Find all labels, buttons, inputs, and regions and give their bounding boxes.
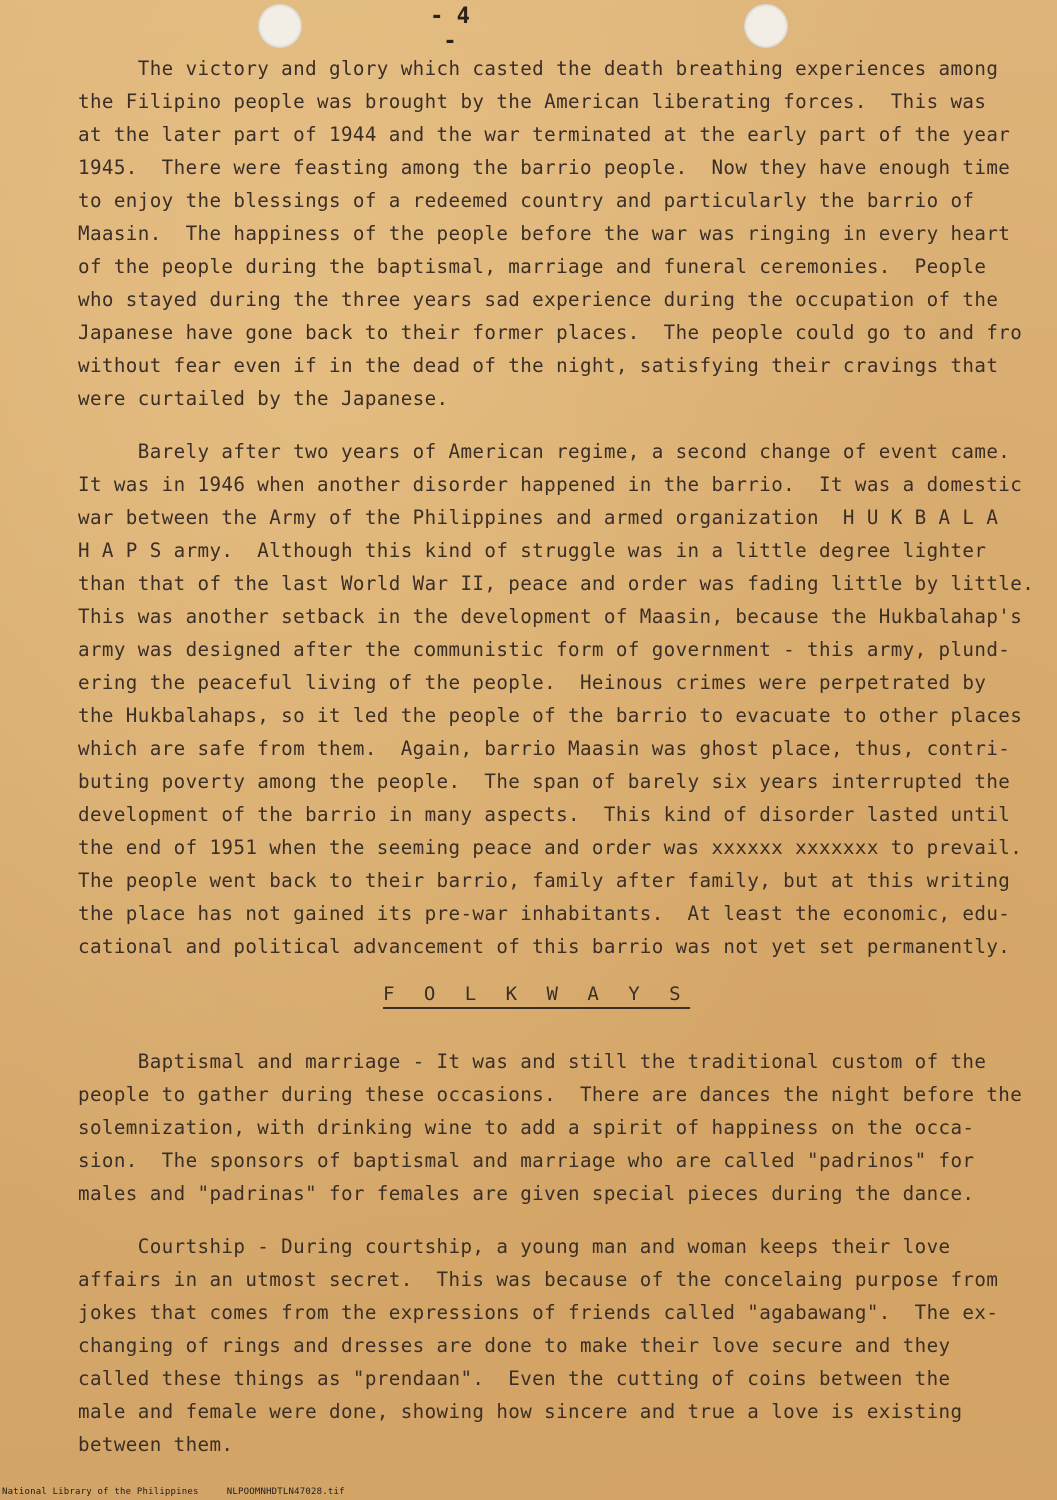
section-heading: F O L K W A Y S	[383, 983, 690, 1009]
paragraph-baptismal-marriage	[78, 1045, 1030, 1210]
text-line: war between the Army of the Philippines and armed organization H U K B A L A	[78, 506, 999, 529]
text-line: without fear even if in the dead of the night, satisfying their cravings that	[78, 354, 999, 377]
text-line: the end of 1951 when the seeming peace and order was xxxxxx xxxxxxx to prevail.	[78, 836, 1023, 859]
text-line: at the later part of 1944 and the war terminated at the early part of the year	[78, 123, 1011, 146]
text-line: were curtailed by the Japanese.	[78, 387, 449, 410]
text-line: than that of the last World War II, peace and order was fading little by little.	[78, 572, 1035, 595]
text-line: It was in 1946 when another disorder happened in the barrio. It was a domestic	[78, 473, 1023, 496]
text-line: The victory and glory which casted the death breathing experiences among	[78, 57, 999, 80]
text-line: males and "padrinas" for females are given special pieces during the dance.	[78, 1182, 975, 1205]
text-line: of the people during the baptismal, marriage and funeral ceremonies. People	[78, 255, 987, 278]
text-line: army was designed after the communistic form of government - this army, plund-	[78, 638, 1011, 661]
text-line: H A P S army. Although this kind of struggle was in a little degree lighter	[78, 539, 987, 562]
section-heading-wrap	[78, 983, 1030, 1041]
punch-hole-left	[258, 4, 302, 48]
text-line: development of the barrio in many aspects. This kind of disorder lasted until	[78, 803, 1011, 826]
paragraph-hukbalahap	[78, 435, 1035, 963]
text-line: jokes that comes from the expressions of friends called "agabawang". The ex-	[78, 1301, 999, 1324]
text-line: buting poverty among the people. The span of barely six years interrupted the	[78, 770, 1011, 793]
text-line: Courtship - During courtship, a young man and woman keeps their love	[78, 1235, 951, 1258]
text-line: Barely after two years of American regime, a second change of event came.	[78, 440, 1011, 463]
archive-footer: National Library of the Philippines NLPOOMNHDTLN47028.tif	[2, 1487, 345, 1497]
document-body	[78, 52, 1035, 1481]
text-line: Japanese have gone back to their former places. The people could go to and fro	[78, 321, 1023, 344]
text-line: sion. The sponsors of baptismal and marriage who are called "padrinos" for	[78, 1149, 975, 1172]
text-line: the place has not gained its pre-war inhabitants. At least the economic, edu-	[78, 902, 1011, 925]
text-line: ering the peaceful living of the people. Heinous crimes were perpetrated by	[78, 671, 987, 694]
text-line: people to gather during these occasions. There are dances the night before the	[78, 1083, 1023, 1106]
text-line: changing of rings and dresses are done to make their love secure and they	[78, 1334, 951, 1357]
text-line: the Hukbalahaps, so it led the people of the barrio to evacuate to other places	[78, 704, 1023, 727]
punch-hole-right	[744, 4, 788, 48]
text-line: 1945. There were feasting among the barrio people. Now they have enough time	[78, 156, 1011, 179]
text-line: affairs in an utmost secret. This was because of the concelaing purpose from	[78, 1268, 999, 1291]
text-line: male and female were done, showing how sincere and true a love is existing	[78, 1400, 963, 1423]
paragraph-liberation	[78, 52, 1030, 415]
text-line: Baptismal and marriage - It was and still the traditional custom of the	[78, 1050, 987, 1073]
paragraph-courtship	[78, 1230, 1030, 1461]
text-line: Maasin. The happiness of the people before the war was ringing in every heart	[78, 222, 1011, 245]
text-line: to enjoy the blessings of a redeemed country and particularly the barrio of	[78, 189, 975, 212]
text-line: called these things as "prendaan". Even the cutting of coins between the	[78, 1367, 951, 1390]
text-line: solemnization, with drinking wine to add a spirit of happiness on the occa-	[78, 1116, 975, 1139]
page-number: - 4 -	[430, 4, 470, 54]
text-line: the Filipino people was brought by the American liberating forces. This was	[78, 90, 987, 113]
text-line: which are safe from them. Again, barrio Maasin was ghost place, thus, contri-	[78, 737, 1011, 760]
text-line: cational and political advancement of this barrio was not yet set permanently.	[78, 935, 1011, 958]
text-line: who stayed during the three years sad experience during the occupation of the	[78, 288, 999, 311]
text-line: The people went back to their barrio, family after family, but at this writing	[78, 869, 1011, 892]
text-line: between them.	[78, 1433, 234, 1456]
text-line: This was another setback in the development of Maasin, because the Hukbalahap's	[78, 605, 1023, 628]
